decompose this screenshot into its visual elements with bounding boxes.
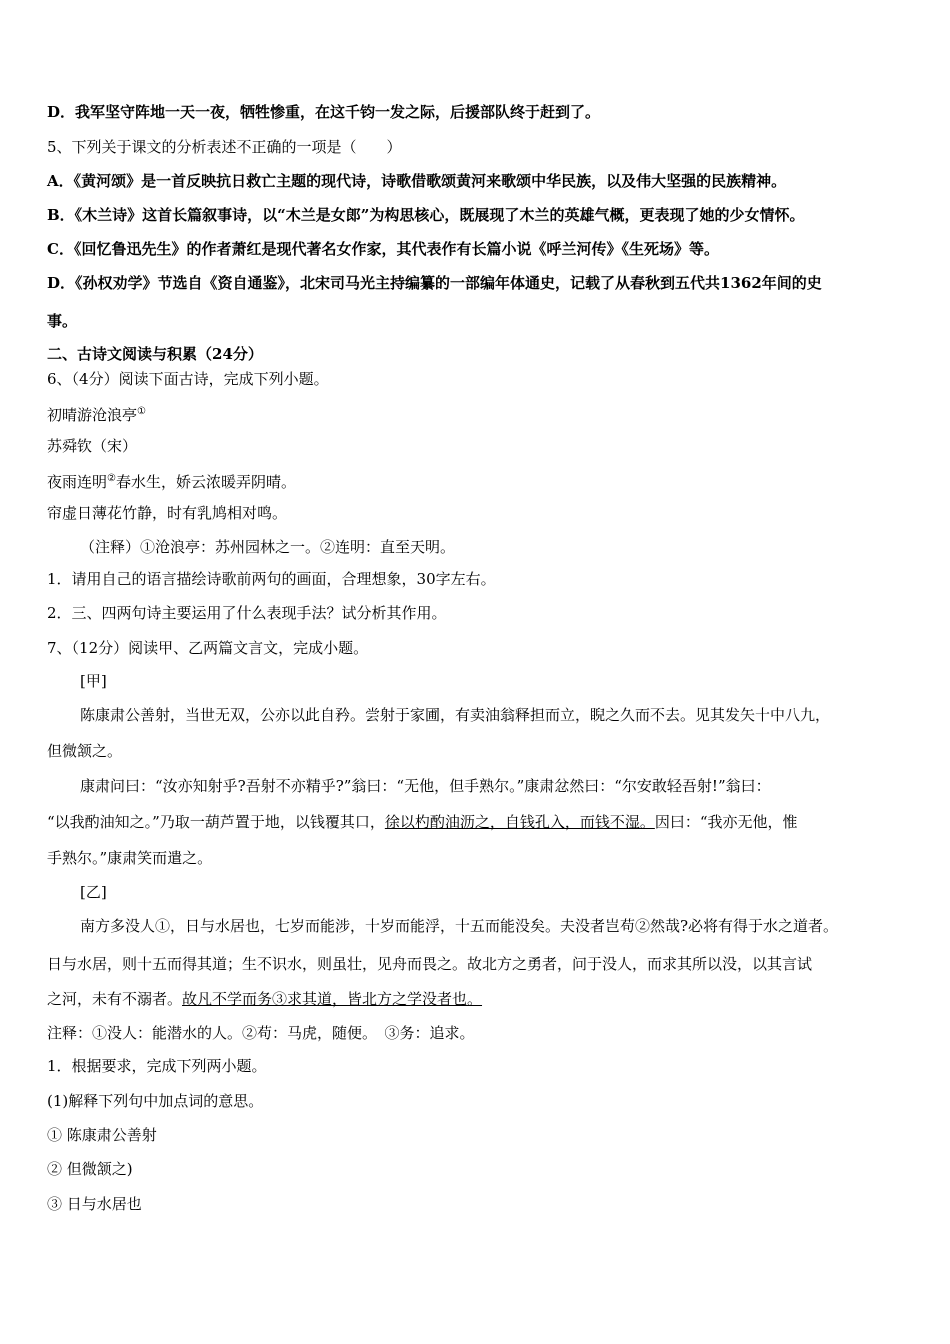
q5-option-b: B．《木兰诗》这首长篇叙事诗，以“木兰是女郎”为构思核心，既展现了木兰的英雄气概，更表现了她的少女情怀。 [47, 206, 805, 224]
yi-notes: 注释：①没人：能潜水的人。②苟：马虎，随便。 ③务：追求。 [47, 1024, 475, 1042]
yi-line3a: 之河，未有不溺者。 [47, 990, 183, 1008]
jia-p2-line3: 手熟尔。”康肃笑而遣之。 [47, 849, 213, 867]
q5-option-d-line1: D．《孙权劝学》节选自《资自通鉴》，北宋司马光主持编纂的一部编年体通史，记载了从春秋到五代共1362年间的史 [47, 274, 822, 292]
poem-line-1b: 春水生，娇云浓暖弄阴晴。 [115, 473, 296, 491]
poem-author: 苏舜钦（宋） [47, 437, 138, 455]
q7-item-1: ① 陈康肃公善射 [47, 1126, 157, 1144]
q4-option-d: D．我军坚守阵地一天一夜，牺牲惨重，在这千钧一发之际，后援部队终于赶到了。 [47, 103, 601, 121]
poem-line-1a: 夜雨连明 [47, 473, 108, 491]
q5-option-c: C．《回忆鲁迅先生》的作者萧红是现代著名女作家，其代表作有长篇小说《呼兰河传》《生死场》等。 [47, 240, 719, 258]
poem-title-note: ① [137, 406, 146, 417]
jia-p2-line2 [47, 812, 798, 832]
yi-line3 [47, 989, 482, 1009]
poem-title [47, 402, 146, 425]
jia-p2-line1: 康肃问曰：“汝亦知射乎?吾射不亦精乎?”翁曰：“无他，但手熟尔。”康肃忿然曰：“尔安敢轻吾射!”翁曰： [80, 777, 771, 795]
q7-item-3: ③ 日与水居也 [47, 1195, 142, 1213]
q6-stem: 6、（4分）阅读下面古诗，完成下列小题。 [47, 370, 329, 388]
q5-option-a: A．《黄河颂》是一首反映抗日救亡主题的现代诗，诗歌借歌颂黄河来歌颂中华民族，以及伟大坚强的民族精神。 [47, 172, 787, 190]
poem-line-1-note: ② [107, 473, 116, 484]
q7-sub-1: 1．根据要求，完成下列两小题。 [47, 1057, 267, 1075]
q7-stem: 7、（12分）阅读甲、乙两篇文言文，完成小题。 [47, 639, 369, 657]
q7-sub-1-1: (1)解释下列句中加点词的意思。 [47, 1092, 264, 1110]
yi-label: [乙] [80, 883, 107, 901]
yi-underlined-sentence: 故凡不学而务③求其道，皆北方之学没者也。 [182, 990, 483, 1008]
q5-option-d-line2: 事。 [47, 312, 78, 330]
q5-stem: 5、下列关于课文的分析表述不正确的一项是（ ） [47, 138, 402, 156]
section-heading: 二、古诗文阅读与积累（24分） [47, 345, 263, 363]
yi-line2: 日与水居，则十五而得其道；生不识水，则虽壮，见舟而畏之。故北方之勇者，问于没人，而求其所以没，以其言试 [47, 955, 813, 973]
yi-line1: 南方多没人①，日与水居也，七岁而能涉，十岁而能浮，十五而能没矣。夫没者岂苟②然哉?必将有得于水之道者。 [80, 917, 839, 935]
jia-p2-line2a: “以我酌油知之。”乃取一葫芦置于地，以钱覆其口， [47, 813, 385, 831]
jia-underlined-sentence: 徐以杓酌油沥之，自钱孔入，而钱不湿。 [384, 813, 655, 831]
q6-sub-1: 1．请用自己的语言描绘诗歌前两句的画面，合理想象，30字左右。 [47, 570, 496, 588]
jia-p1-line2: 但微颔之。 [47, 742, 123, 760]
jia-p2-line2b: 因曰：“我亦无他，惟 [654, 813, 798, 831]
poem-line-2: 帘虚日薄花竹静，时有乳鸠相对鸣。 [47, 504, 288, 522]
q7-item-2: ② 但微颔之) [47, 1160, 133, 1178]
q6-sub-2: 2．三、四两句诗主要运用了什么表现手法？试分析其作用。 [47, 604, 447, 622]
jia-label: [甲] [80, 672, 107, 690]
jia-p1-line1: 陈康肃公善射，当世无双，公亦以此自矜。尝射于家圃，有卖油翁释担而立，睨之久而不去。见其发矢十中八九， [80, 706, 831, 724]
poem-annotation: （注释）①沧浪亭：苏州园林之一。②连明：直至天明。 [80, 538, 456, 556]
poem-line-1 [47, 469, 296, 492]
poem-title-text: 初晴游沧浪亭 [47, 406, 138, 424]
